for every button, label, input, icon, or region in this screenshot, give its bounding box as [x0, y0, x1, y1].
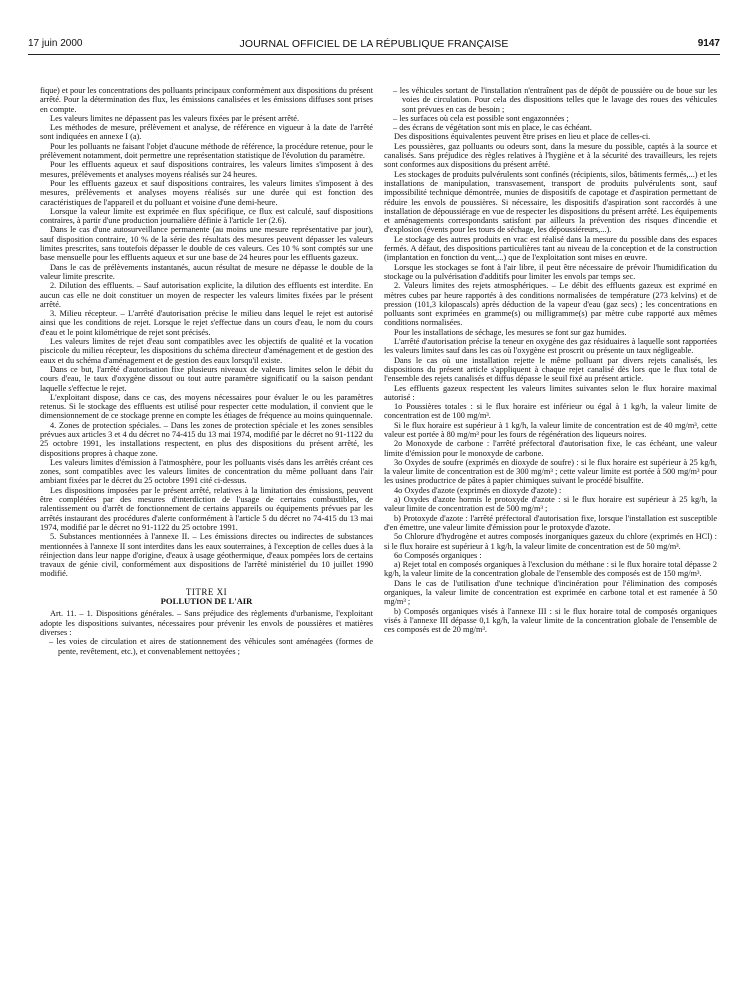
paragraph: 2. Valeurs limites des rejets atmosphériques. – Le débit des effluents gazeux est exprimé en mètres cubes par heure rapportés à des conditions normalisées de température (273 kelvins) et de pression (101,3 kilopascals) après déduction de la vapeur d'eau (gaz secs) ; les concentrations en polluants sont exprimées en gramme(s) ou milligramme(s) par mètre cube rapporté aux mêmes conditions normalisées. — [384, 281, 717, 328]
paragraph: 4. Zones de protection spéciales. – Dans les zones de protection spéciale et les zones sensibles prévues aux articles 3 et 4 du décret no 74-415 du 13 mai 1974, modifié par le décret no 91-1122 du 25 octobre 1991, les installations respectent, en plus des dispositions du présent arrêté, les dispositions propres à chaque zone. — [40, 420, 373, 458]
paragraph: Les valeurs limites ne dépassent pas les valeurs fixées par le présent arrêté. — [50, 113, 300, 123]
paragraph: Dans le cas de l'utilisation d'une technique d'incinération pour l'élimination des composés organiques, la valeur limite de concentration est exprimée en carbone total et est ramenée à 50 mg/m³ ; — [384, 578, 717, 607]
paragraph: Pour les installations de séchage, les mesures se font sur gaz humides. — [394, 327, 627, 337]
paragraph: Les effluents gazeux respectent les valeurs limites suivantes selon le flux horaire maximal autorisé : — [384, 383, 717, 402]
paragraph: fique) et pour les concentrations des polluants principaux conformément aux dispositions du présent arrêté. Pour la détermination des flux, les émissions canalisées et les émissions diffuses sont prises en compte. — [40, 86, 373, 114]
paragraph: 5. Substances mentionnées à l'annexe II. – Les émissions directes ou indirectes de substances mentionnées à l'annexe II sont interdites dans les eaux souterraines, à l'exception de celles dues à la réinjection dans leur nappe d'origine, d'eaux à usage géothermique, d'eaux pompées lors de certains travaux de génie civil, conformément aux dispositions de l'arrêté ministériel du 10 juillet 1990 modifié. — [40, 532, 373, 579]
paragraph: 2. Dilution des effluents. – Sauf autorisation explicite, la dilution des effluents est interdite. En aucun cas elle ne doit constituer un moyen de respecter les valeurs limites fixées par le présent arrêté. — [40, 281, 373, 309]
paragraph: L'exploitant dispose, dans ce cas, des moyens nécessaires pour évaluer le ou les paramètres retenus. Si le stockage des effluents est utilisé pour respecter cette modulation, il convient que le dimensionnement de ce stockage prenne en compte les étiages de fréquence au moins quinquennale. — [40, 392, 373, 421]
paragraph: Les valeurs limites d'émission à l'atmosphère, pour les polluants visés dans les arrêtés créant ces zones, sont compatibles avec les valeurs limites de concentration du même polluant dans l'air ambiant fixées par le décret du 25 octobre 1991 cité ci-dessus. — [40, 457, 373, 486]
paragraph: Pour les effluents gazeux et sauf dispositions contraires, les valeurs limites s'imposent à des mesures, prélèvements et analyses moyens réalisés sur une durée qui est fonction des caractéristiques de l'appareil et du polluant et voisine d'une demi-heure. — [40, 178, 373, 207]
paragraph: – des écrans de végétation sont mis en place, le cas échéant. — [393, 123, 592, 133]
paragraph: 4o Oxydes d'azote (exprimés en dioxyde d'azote) : — [394, 485, 562, 495]
paragraph: Pour les effluents aqueux et sauf dispositions contraires, les valeurs limites s'imposent à des mesures, prélèvements et analyses moyens réalisés sur 24 heures. — [40, 160, 373, 179]
paragraph: Les dispositions imposées par le présent arrêté, relatives à la limitation des émissions, peuvent être complétées par des mesures d'interdiction de l'usage de certains combustibles, de ralentissement ou d'arrêt de fonctionnement de certains appareils ou équipements prévues par les arrêtés instaurant des procédures d'alerte conformément à l'article 5 du décret no 74-415 du 13 mai 1974, modifié par le décret no 91-1122 du 25 octobre 1991. — [40, 485, 373, 532]
paragraph: 2o Monoxyde de carbone : l'arrêté préfectoral d'autorisation fixe, le cas échéant, une valeur limite d'émission pour le monoxyde de carbone. — [384, 439, 717, 458]
paragraph: Les méthodes de mesure, prélèvement et analyse, de référence en vigueur à la date de l'arrêté sont indiquées en annexe I (a). — [40, 123, 373, 142]
paragraph: – les véhicules sortant de l'installation n'entraînent pas de dépôt de poussière ou de boue sur les voies de circulation. Pour cela des dispositions telles que le lavage des roues des véhicules sont prévues en cas de besoin ; — [393, 86, 717, 114]
paragraph: Si le flux horaire est supérieur à 1 kg/h, la valeur limite de concentration est de 40 mg/m³, cette valeur est portée à 80 mg/m³ pour les fours de régénération des liqueurs noires. — [384, 420, 717, 439]
paragraph: Lorsque la valeur limite est exprimée en flux spécifique, ce flux est calculé, sauf dispositions contraires, à partir d'une production journalière définie à l'article 1er (2.6). — [40, 206, 373, 226]
right-column — [384, 86, 717, 635]
paragraph: 5o Chlorure d'hydrogène et autres composés inorganiques gazeux du chlore (exprimés en HCl) : si le flux horaire est supérieur à 1 kg/h, la valeur limite de concentration est de 50 mg/m³. — [384, 532, 717, 551]
paragraph: b) Protoxyde d'azote : l'arrêté préfectoral d'autorisation fixe, lorsque l'installation est susceptible d'en émettre, une valeur limite d'émission pour le protoxyde d'azote. — [384, 513, 717, 532]
paragraph: a) Oxydes d'azote hormis le protoxyde d'azote : si le flux horaire est supérieur à 25 kg/h, la valeur limite de concentration est de 500 mg/m³ ; — [384, 495, 717, 514]
paragraph: L'arrêté d'autorisation précise la teneur en oxygène des gaz résiduaires à laquelle sont rapportées les valeurs limites sauf dans les cas où l'oxygène est proscrit ou présente un taux négligeable. — [384, 337, 717, 356]
header-page-number: 9147 — [697, 38, 720, 49]
header-journal-title: JOURNAL OFFICIEL DE LA RÉPUBLIQUE FRANÇAISE — [239, 38, 509, 50]
paragraph: Le stockage des autres produits en vrac est réalisé dans la mesure du possible dans des espaces fermés. A défaut, des dispositions particulières tant au niveau de la conception et de la construction (implantation en fonction du vent,...) que de l'exploitation sont mises en œuvre. — [384, 234, 717, 263]
paragraph: Art. 11. – 1. Dispositions générales. – Sans préjudice des règlements d'urbanisme, l'exploitant adopte les dispositions suivantes, nécessaires pour prévenir les envols de poussières et matières diverses : — [40, 609, 373, 637]
paragraph: Les stockages de produits pulvérulents sont confinés (récipients, silos, bâtiments fermés,...) et les installations de manipulation, transvasement, transport de produits pulvérulents sont, sauf impossibilité technique démontrée, munies de dispositifs de capotage et d'aspiration permettant de réduire les envols de poussières. Si nécessaire, les dispositifs d'aspiration sont raccordés à une installation de dépoussiérage en vue de respecter les dispositions du présent arrêté. Les équipements et aménagements correspondants satisfont par ailleurs la prévention des risques d'incendie et d'explosion (évents pour les tours de séchage, les dépoussiéreurs,...). — [384, 169, 717, 235]
paragraph: b) Composés organiques visés à l'annexe III : si le flux horaire total de composés organiques visés à l'annexe III dépasse 0,1 kg/h, la valeur limite de la concentration globale de l'ensemble de ces composés est de 20 mg/m³. — [384, 606, 717, 635]
paragraph: 1o Poussières totales : si le flux horaire est inférieur ou égal à 1 kg/h, la valeur limite de concentration est de 100 mg/m³. — [384, 402, 717, 421]
left-column — [40, 86, 373, 656]
header-rule — [28, 54, 720, 55]
paragraph: – les surfaces où cela est possible sont engazonnées ; — [393, 113, 569, 123]
paragraph: Les poussières, gaz polluants ou odeurs sont, dans la mesure du possible, captés à la source et canalisés. Sans préjudice des règles relatives à l'hygiène et à la sécurité des travailleurs, les rejets sont conformes aux dispositions du présent arrêté. — [384, 141, 717, 170]
paragraph: Les valeurs limites de rejet d'eau sont compatibles avec les objectifs de qualité et la vocation piscicole du milieu récepteur, les dispositions du schéma directeur d'aménagement et de gestion des eaux et du schéma d'aménagement et de gestion des eaux lorsqu'il existe. — [40, 337, 373, 365]
section-heading: TITRE XI — [185, 586, 228, 597]
paragraph: Lorsque les stockages se font à l'air libre, il peut être nécessaire de prévoir l'humidification du stockage ou la pulvérisation d'additifs pour limiter les envols par temps sec. — [384, 262, 717, 281]
paragraph: a) Rejet total en composés organiques à l'exclusion du méthane : si le flux horaire total dépasse 2 kg/h, la valeur limite de la concentration globale de l'ensemble des composés est de 150 mg/m³. — [384, 560, 717, 579]
paragraph: Dans ce but, l'arrêté d'autorisation fixe plusieurs niveaux de valeurs limites selon le débit du cours d'eau, le taux d'oxygène dissout ou tout autre paramètre significatif ou la saison pendant laquelle s'effectue le rejet. — [40, 364, 373, 393]
paragraph: 6o Composés organiques : — [394, 550, 482, 560]
paragraph: 3. Milieu récepteur. – L'arrêté d'autorisation précise le milieu dans lequel le rejet est autorisé ainsi que les conditions de rejet. Lorsque le rejet s'effectue dans un cours d'eau, le nom du cours d'eau et le point kilométrique de rejet sont précisés. — [40, 309, 373, 337]
paragraph: Dans le cas où une installation rejette le même polluant par divers rejets canalisés, les dispositions du présent article s'appliquent à chaque rejet canalisé dès lors que le flux total de l'ensemble des rejets canalisés et diffus dépasse le seuil fixé au présent article. — [384, 355, 717, 384]
header-date: 17 juin 2000 — [28, 38, 83, 49]
paragraph: Dans le cas de prélèvements instantanés, aucun résultat de mesure ne dépasse le double de la valeur limite prescrite. — [40, 262, 373, 281]
paragraph: – les voies de circulation et aires de stationnement des véhicules sont aménagées (formes de pente, revêtement, etc.), et convenablement nettoyées ; — [49, 637, 373, 656]
paragraph: Des dispositions équivalentes peuvent être prises en lieu et place de celles-ci. — [394, 132, 651, 142]
paragraph: 3o Oxydes de soufre (exprimés en dioxyde de soufre) : si le flux horaire est supérieur à 25 kg/h, la valeur limite de concentration est de 300 mg/m³ ; cette valeur limite est portée à 500 mg/m³ pour les usines productrice de pâtes à papier chimiques suivant le procédé bisulfite. — [384, 457, 717, 486]
page-header — [28, 38, 720, 52]
paragraph: Pour les polluants ne faisant l'objet d'aucune méthode de référence, la procédure retenue, pour le prélèvement notamment, doit permettre une représentation statistique de l'évolution du paramètre. — [40, 141, 373, 161]
section-heading: POLLUTION DE L'AIR — [160, 596, 253, 607]
paragraph: Dans le cas d'une autosurveillance permanente (au moins une mesure représentative par jour), sauf disposition contraire, 10 % de la série des résultats des mesures peuvent dépasser les valeurs limites prescrites, sans toutefois dépasser le double de ces valeurs. Ces 10 % sont comptés sur une base mensuelle pour les effluents aqueux et sur une base de 24 heures pour les effluents gazeux. — [40, 225, 373, 263]
